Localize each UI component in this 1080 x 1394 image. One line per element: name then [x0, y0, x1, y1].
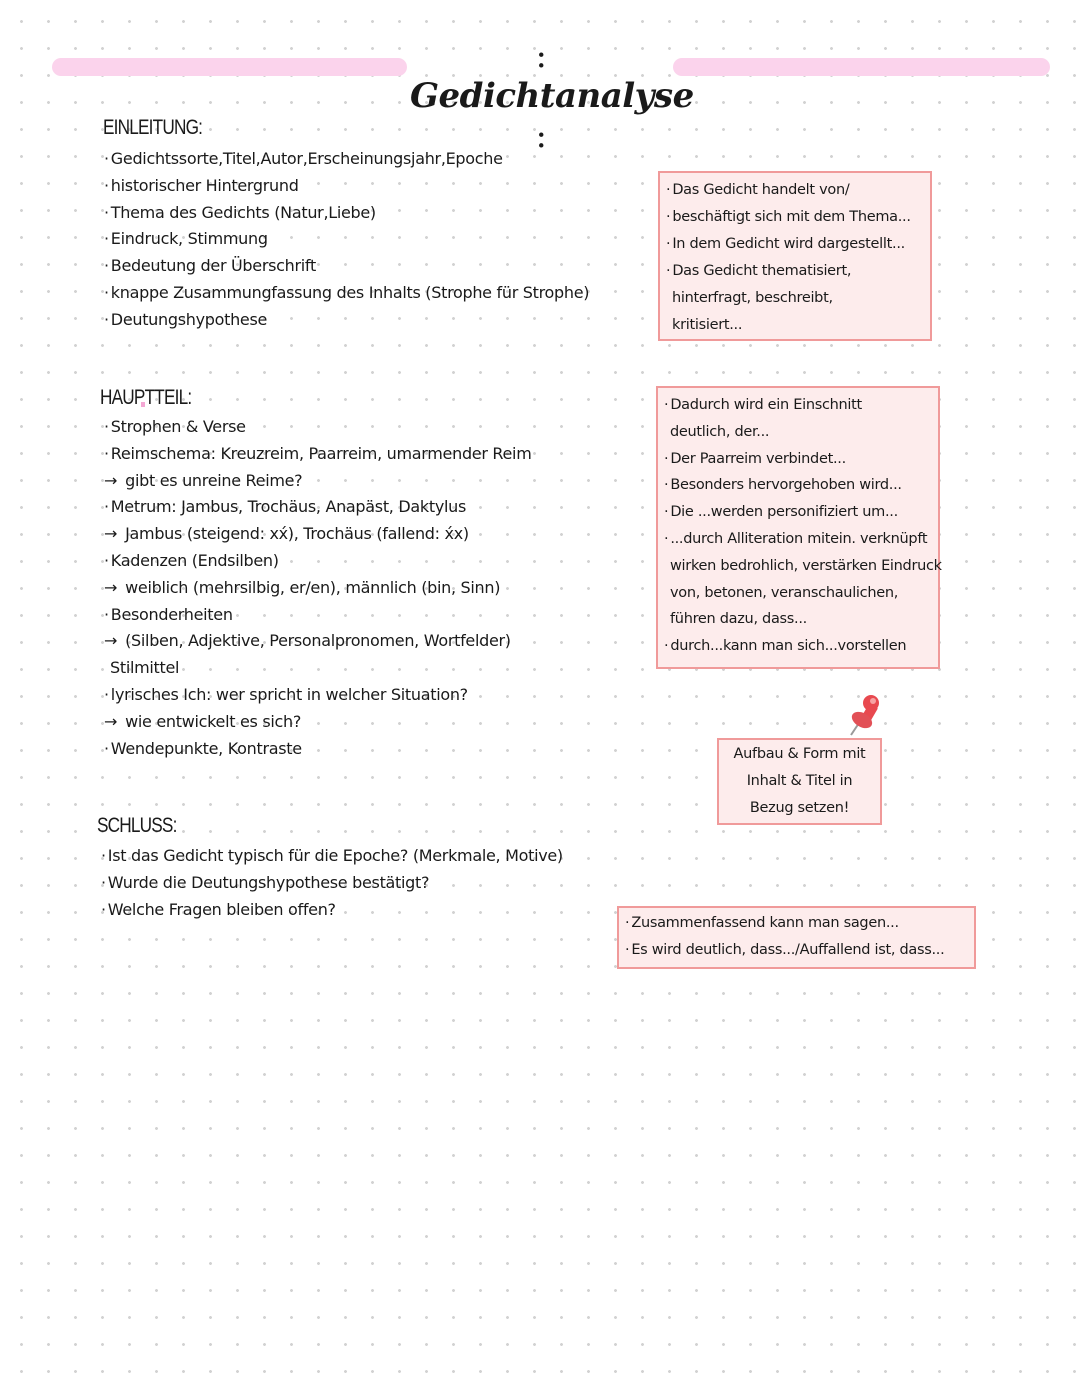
- list-item: · Besonderheiten: [104, 602, 531, 629]
- list-item: · Strophen & Verse: [104, 414, 531, 441]
- list-item: · Bedeutung der Überschrift: [104, 253, 589, 280]
- list-item: · knappe Zusammungfassung des Inhalts (Strophe für Strophe): [104, 280, 589, 307]
- list-item: · Thema des Gedichts (Natur,Liebe): [104, 200, 589, 227]
- list-item: · Reimschema: Kreuzreim, Paarreim, umarmender Reim: [104, 441, 531, 468]
- phrase-line: wirken bedrohlich, verstärken Eindruck: [670, 557, 942, 574]
- list-item: → wie entwickelt es sich?: [104, 709, 531, 736]
- phrase-line: · Dadurch wird ein Einschnitt: [664, 392, 932, 419]
- list-item: · Wurde die Deutungshypothese bestätigt?: [101, 870, 563, 897]
- schluss-phrases-box: [617, 906, 976, 969]
- list-item: → gibt es unreine Reime?: [104, 468, 531, 495]
- hauptteil-list: [104, 414, 531, 762]
- hauptteil-heading: HAUPTTEIL:: [100, 386, 192, 409]
- list-item: · Deutungshypothese: [104, 307, 589, 334]
- phrase-line: · In dem Gedicht wird dargestellt...: [666, 231, 924, 258]
- phrase-line: kritisiert...: [672, 317, 743, 333]
- phrase-line: · Die ...werden personifiziert um...: [664, 499, 932, 526]
- phrase-line: führen dazu, dass...: [670, 611, 807, 628]
- pushpin-icon: [845, 693, 885, 738]
- title-deco-right: :: [535, 116, 547, 156]
- phrase-line: · Das Gedicht thematisiert,: [666, 258, 924, 285]
- phrase-line: · ...durch Alliteration mitein. verknüpft: [664, 526, 932, 553]
- list-item: · Wendepunkte, Kontraste: [104, 736, 531, 763]
- phrase-line: Aufbau & Form mit: [733, 746, 866, 762]
- phrase-line: · Es wird deutlich, dass.../Auffallend ist, dass...: [625, 937, 968, 964]
- schluss-heading: SCHLUSS:: [97, 814, 177, 837]
- list-item: · Welche Fragen bleiben offen?: [101, 897, 563, 924]
- phrase-line: hinterfragt, beschreibt,: [672, 290, 833, 306]
- list-item: → Jambus (steigend: xx́), Trochäus (fallend: x́x): [104, 521, 531, 548]
- hauptteil-phrases-box: [656, 386, 940, 669]
- phrase-line: von, betonen, veranschaulichen,: [670, 584, 899, 601]
- phrase-line: deutlich, der...: [670, 423, 770, 440]
- einleitung-phrases-box: [658, 171, 932, 341]
- list-item: · Gedichtssorte,Titel,Autor,Erscheinungsjahr,Epoche: [104, 146, 589, 173]
- list-item: → weiblich (mehrsilbig, er/en), männlich (bin, Sinn): [104, 575, 531, 602]
- title-bar-right: [673, 58, 1050, 76]
- list-item: · lyrisches Ich: wer spricht in welcher Situation?: [104, 682, 531, 709]
- einleitung-list: [104, 146, 589, 334]
- list-item: · historischer Hintergrund: [104, 173, 589, 200]
- phrase-line: · beschäftigt sich mit dem Thema...: [666, 204, 924, 231]
- phrase-line: · Der Paarreim verbindet...: [664, 446, 932, 473]
- einleitung-heading: EINLEITUNG:: [103, 116, 203, 139]
- title-bar-left: [52, 58, 407, 76]
- list-item: → (Silben, Adjektive, Personalpronomen, Wortfelder): [104, 628, 531, 655]
- schluss-list: [101, 843, 563, 923]
- title-deco-left: :: [535, 36, 547, 76]
- list-item: · Eindruck, Stimmung: [104, 226, 589, 253]
- page-title: [410, 36, 694, 156]
- phrase-line: Bezug setzen!: [749, 799, 850, 816]
- phrase-line: · Das Gedicht handelt von/: [666, 177, 924, 204]
- phrase-line: · Besonders hervorgehoben wird...: [664, 472, 932, 499]
- list-item: · Metrum: Jambus, Trochäus, Anapäst, Daktylus: [104, 494, 531, 521]
- list-item: · Ist das Gedicht typisch für die Epoche? (Merkmale, Motive): [101, 843, 563, 870]
- list-item: Stilmittel: [110, 658, 180, 678]
- phrase-line: · durch...kann man sich...vorstellen: [664, 633, 932, 660]
- phrase-line: · Zusammenfassend kann man sagen...: [625, 910, 968, 937]
- reminder-box: [717, 738, 882, 825]
- list-item: · Kadenzen (Endsilben): [104, 548, 531, 575]
- phrase-line: Inhalt & Titel in: [746, 772, 853, 789]
- page-title-text: Gedichtanalyse: [410, 76, 694, 116]
